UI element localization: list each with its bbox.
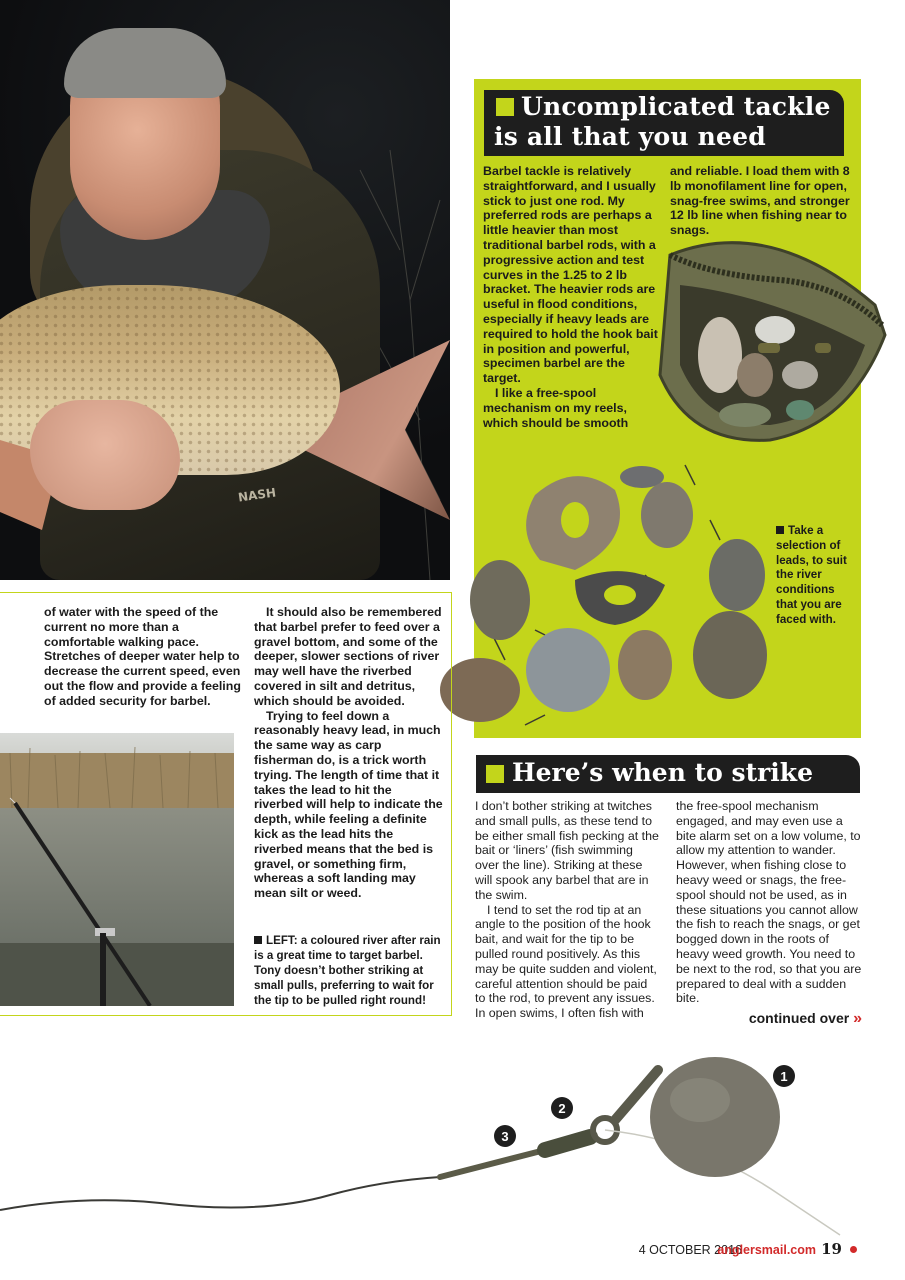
strike-paragraph: the free-spool mechanism engaged, and may even use a bite alarm set on a low volume, to allow my attention to wander. However, when fishing close to heavy weed or snags, the free-spool should not be used, as in these situations you cannot allow the fish to reach the snags, or get bogged down in the roots of heavy weed growth. You need to be next to the rod, so that you are prepared to deal with a sudden bite. xyxy=(676,799,862,1006)
rig-diagram xyxy=(0,1045,905,1245)
river-photo xyxy=(0,733,234,1006)
page-footer xyxy=(600,1240,860,1262)
article-paragraph: It should also be remembered that barbel prefer to feed over a gravel bottom, and some of the deeper, slower sections of river may well have the riverbed covered in silt and detritus, which should be avoided. xyxy=(254,605,442,708)
article-paragraph: of water with the speed of the current no more than a comfortable walking pace. Stretches of deeper water help to decrease the current speed, even out the flow and provide a feeling of added security for barbel. xyxy=(44,605,241,708)
page-number: 19 xyxy=(821,1240,842,1258)
tackle-paragraph: Barbel tackle is relatively straightforward, and I usually stick to just one rod. My preferred rods are perhaps a little heavier than most traditional barbel rods, with a progressive action and test curves in the 1.25 to 2 lb bracket. The heavier rods are useful in flood conditions, especially if heavy leads are required to hold the hook bait in position and powerful, specimen barbel are the target. xyxy=(483,164,658,386)
article-column-2 xyxy=(254,605,444,901)
heading-square-icon xyxy=(486,765,504,783)
tackle-heading-line2: is all that you need xyxy=(494,122,766,151)
leads-caption: Take a selection of leads, to suit the river conditions that you are faced with. xyxy=(776,524,847,626)
strike-paragraph: I tend to set the rod tip at an angle to the position of the hook bait, and wait for the tip to be pulled round positively. As this may be quite sudden and violent, careful attention should be paid to the rod, to prevent any issues. In open swims, I often fish with xyxy=(475,902,657,1021)
issue-date: 4 OCTOBER 2016 xyxy=(638,1243,742,1257)
strike-column-2 xyxy=(676,799,862,1006)
rig-marker xyxy=(551,1097,573,1119)
leads-selection-image xyxy=(435,460,775,730)
river-caption: LEFT: a coloured river after rain is a great time to target barbel. Tony doesn’t bother striking at small pulls, preferring to wait for the tip to be pulled right round! xyxy=(254,934,441,1007)
svg-text:3: 3 xyxy=(501,1129,509,1144)
footer-dot-icon xyxy=(850,1246,857,1253)
heading-square-icon xyxy=(496,98,514,116)
clothing-logo: NASH xyxy=(237,485,277,505)
caption-bullet-icon xyxy=(776,526,784,534)
tackle-heading-line1: Uncomplicated tackle xyxy=(521,92,831,121)
angler-barbel-photo xyxy=(0,0,450,580)
caption-bullet-icon xyxy=(254,936,262,944)
strike-paragraph: I don’t bother striking at twitches and small pulls, as these tend to be either small fish pecking at the bait or ‘liners’ (fish swimming over the line). Striking at these will spook any barbel that are in the swim. xyxy=(475,799,659,902)
rig-marker xyxy=(773,1065,795,1087)
tackle-heading xyxy=(484,90,844,156)
strike-heading xyxy=(476,755,860,793)
tackle-paragraph: and reliable. I load them with 8 lb monofilament line for open, snag-free swims, and stronger 12 lb line when fishing near to snags. xyxy=(670,164,850,238)
article-column-1 xyxy=(44,605,244,709)
rig-marker xyxy=(494,1125,516,1147)
tackle-paragraph: I like a free-spool mechanism on my reels, which should be smooth xyxy=(483,385,629,430)
double-chevron-icon: » xyxy=(853,1010,862,1027)
tackle-column-1 xyxy=(483,164,658,430)
article-paragraph: Trying to feel down a reasonably heavy lead, in much the same way as carp fisherman do, is a trick worth trying. The length of time that it takes the lead to hit the riverbed will help to indicate the depth, while feeling a definite kick as the lead hits the riverbed means that the bed is gravel, or something firm, whereas a soft landing may mean silt or weed. xyxy=(254,708,443,901)
strike-column-1 xyxy=(475,799,660,1021)
strike-heading-text: Here’s when to strike xyxy=(512,758,814,787)
svg-text:1: 1 xyxy=(780,1069,788,1084)
tackle-bag-image xyxy=(650,225,890,455)
continued-over-link[interactable]: continued over » xyxy=(748,1010,862,1027)
svg-text:2: 2 xyxy=(558,1101,566,1116)
website-link[interactable]: anglersmail.com xyxy=(717,1243,816,1257)
